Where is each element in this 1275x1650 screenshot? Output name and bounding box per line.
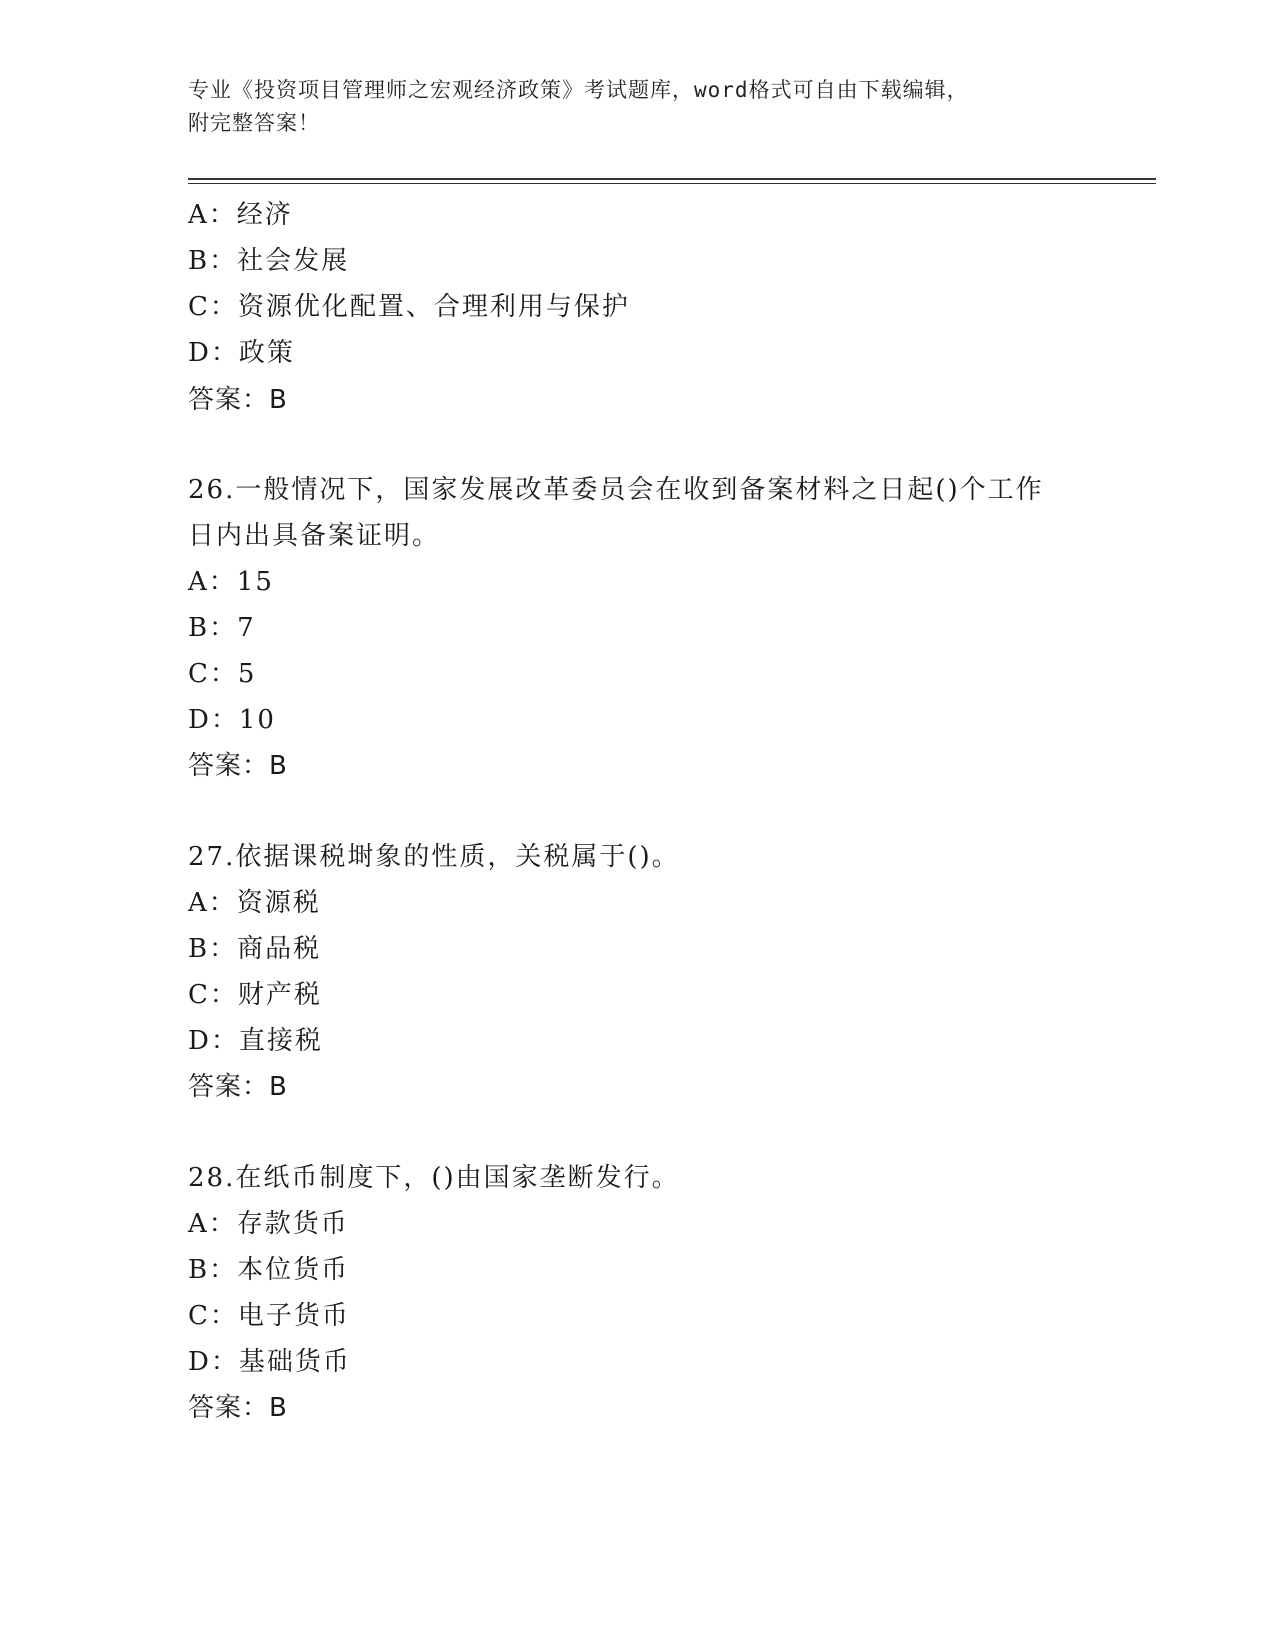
question-stem: 28.在纸币制度下，()由国家垄断发行。 (188, 1163, 680, 1193)
option-b: B：社会发展 (188, 246, 350, 276)
option-c: C：财产税 (188, 980, 322, 1010)
document-header (188, 74, 1088, 140)
option-a: A：15 (188, 567, 274, 597)
option-d: D：10 (188, 705, 276, 735)
question-stem: 27.依据课税埘象的性质，关税属于()。 (188, 842, 680, 872)
option-a: A：经济 (188, 200, 293, 230)
option-d: D：政策 (188, 338, 295, 368)
option-a: A：资源税 (188, 888, 321, 918)
option-c: C：5 (188, 659, 257, 689)
header-divider-bottom (188, 183, 1156, 184)
header-line-1: 专业《投资项目管理师之宏观经济政策》考试题库，word格式可自由下载编辑， (188, 78, 969, 102)
answer: 答案：B (188, 1072, 288, 1102)
header-line-2: 附完整答案！ (188, 111, 320, 135)
question-stem-line-2: 日内出具备案证明。 (188, 521, 441, 551)
option-d: D：直接税 (188, 1026, 323, 1056)
answer: 答案：B (188, 1393, 288, 1423)
option-c: C：资源优化配置、合理利用与保护 (188, 292, 630, 322)
option-d: D：基础货币 (188, 1347, 351, 1377)
question-stem-line-1: 26.一般情况下，国家发展改革委员会在收到备案材料之日起()个工作 (188, 475, 1044, 505)
header-divider-top (188, 178, 1156, 180)
option-a: A：存款货币 (188, 1209, 349, 1239)
answer: 答案：B (188, 751, 288, 781)
option-c: C：电子货币 (188, 1301, 350, 1331)
answer: 答案：B (188, 385, 288, 415)
option-b: B：商品税 (188, 934, 322, 964)
option-b: B：本位货币 (188, 1255, 350, 1285)
option-b: B：7 (188, 613, 256, 643)
